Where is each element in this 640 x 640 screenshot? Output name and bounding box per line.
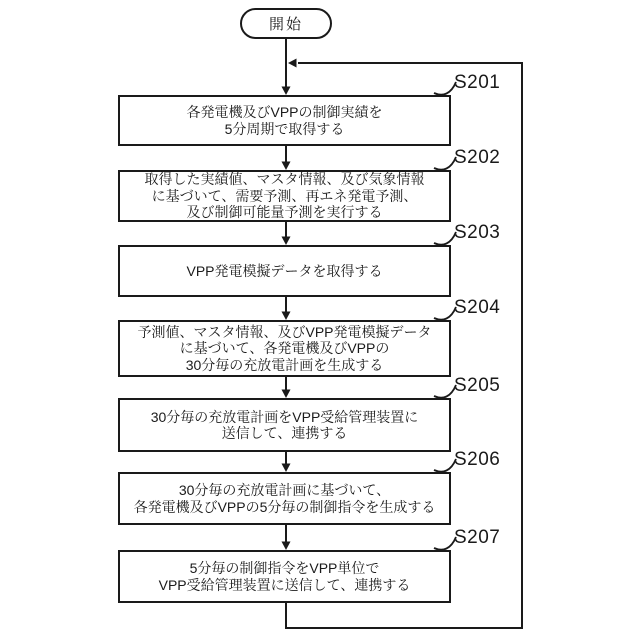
leader-s201 bbox=[434, 82, 456, 95]
step-box-s202 bbox=[118, 170, 451, 222]
leader-s206 bbox=[434, 459, 456, 472]
step-box-s205 bbox=[118, 398, 451, 452]
leader-s204 bbox=[434, 307, 456, 320]
arrowhead-s205 bbox=[282, 390, 291, 399]
step-box-s206 bbox=[118, 472, 451, 525]
start-label: 開始 bbox=[268, 16, 303, 33]
arrowhead-s201 bbox=[282, 87, 291, 96]
arrowhead-loop bbox=[288, 59, 297, 68]
step-label-s206: S206 bbox=[454, 449, 501, 470]
step-box-s207 bbox=[118, 550, 451, 603]
step-label-s202: S202 bbox=[454, 147, 501, 168]
step-box-s201 bbox=[118, 95, 451, 146]
step-text: 5分毎の制御指令をVPP単位で bbox=[189, 560, 380, 576]
step-box-s204 bbox=[118, 320, 451, 377]
step-label-s201: S201 bbox=[454, 72, 501, 93]
leader-s202 bbox=[434, 157, 456, 170]
leader-s207 bbox=[434, 537, 456, 550]
step-text: 30分毎の充放電計画をVPP受給管理装置に bbox=[150, 408, 419, 425]
step-text: 予測値、マスタ情報、及びVPP発電模擬データ bbox=[137, 323, 432, 340]
step-text: に基づいて、各発電機及びVPPの bbox=[179, 340, 390, 357]
arrowhead-s202 bbox=[282, 162, 291, 171]
step-label-s205: S205 bbox=[454, 375, 501, 396]
step-label-s207: S207 bbox=[454, 527, 501, 548]
step-box-s203 bbox=[118, 245, 451, 297]
arrowhead-s206 bbox=[282, 464, 291, 473]
step-text: 各発電機及びVPPの5分毎の制御指令を生成する bbox=[133, 498, 436, 515]
step-text: 送信して、連携する bbox=[221, 425, 348, 441]
step-text: 30分毎の充放電計画を生成する bbox=[185, 356, 384, 373]
step-text: 取得した実績値、マスタ情報、及び気象情報 bbox=[144, 171, 425, 188]
step-text: VPP受給管理装置に送信して、連携する bbox=[158, 576, 411, 593]
step-text: 5分周期で取得する bbox=[224, 120, 345, 137]
arrowhead-s207 bbox=[282, 542, 291, 551]
step-text: VPP発電模擬データを取得する bbox=[186, 262, 383, 279]
leader-s205 bbox=[434, 385, 456, 398]
arrowhead-s203 bbox=[282, 237, 291, 246]
step-label-s204: S204 bbox=[454, 297, 501, 318]
step-text: 各発電機及びVPPの制御実績を bbox=[186, 104, 383, 120]
step-text: 及び制御可能量予測を実行する bbox=[186, 204, 383, 221]
leader-s203 bbox=[434, 232, 456, 245]
step-text: 30分毎の充放電計画に基づいて、 bbox=[178, 482, 391, 498]
arrowhead-s204 bbox=[282, 312, 291, 321]
step-text: に基づいて、需要予測、再エネ発電予測、 bbox=[151, 187, 418, 204]
start-terminal bbox=[240, 8, 332, 39]
step-label-s203: S203 bbox=[454, 222, 501, 243]
